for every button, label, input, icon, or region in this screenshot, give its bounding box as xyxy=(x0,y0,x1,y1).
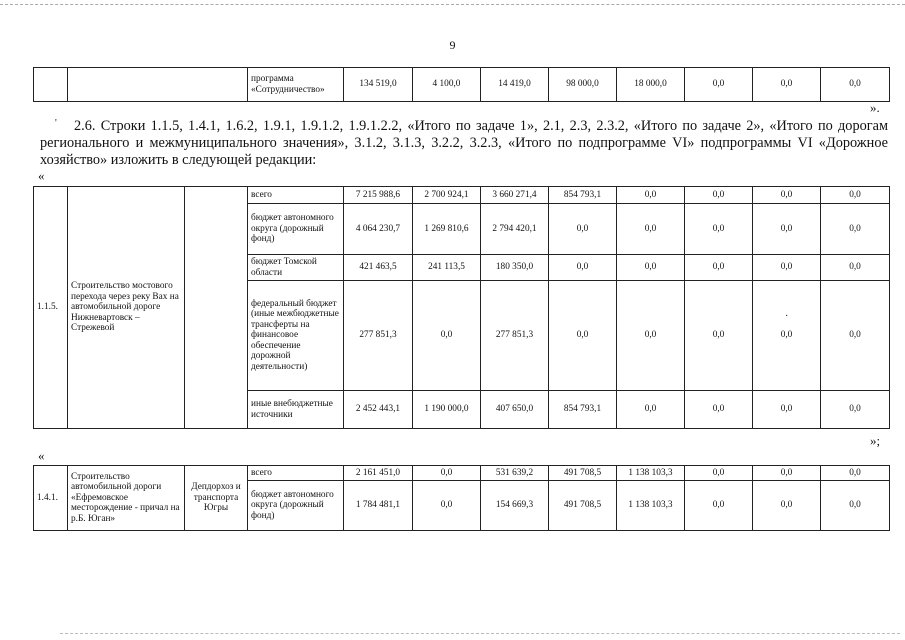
value-cell: 0,0 xyxy=(617,391,685,429)
value-cell: 854 793,1 xyxy=(549,391,617,429)
value-cell: 0,0 xyxy=(685,255,753,281)
value-cell: 0,0 xyxy=(685,391,753,429)
value-cell: 531 639,2 xyxy=(481,466,549,481)
source-cell: всего xyxy=(248,187,344,204)
value-cell: 2 452 443,1 xyxy=(344,391,413,429)
value-cell: 3 660 271,4 xyxy=(481,187,549,204)
value-cell: 4 100,0 xyxy=(413,68,481,102)
value-cell: 0,0 xyxy=(821,204,890,255)
value-cell: 0,0 xyxy=(617,281,685,391)
amendment-paragraph xyxy=(40,118,888,169)
value-cell: 0,0 xyxy=(413,281,481,391)
value-cell: 421 463,5 xyxy=(344,255,413,281)
value-cell: 0,0 xyxy=(685,281,753,391)
table-row xyxy=(34,68,890,102)
value-cell: 0,0 xyxy=(617,204,685,255)
value-cell: 0,0 xyxy=(753,466,821,481)
scan-mark: ' xyxy=(55,118,57,129)
program-cell: программа «Сотрудничество» xyxy=(248,68,344,102)
value-cell: 0,0 xyxy=(685,204,753,255)
value-cell: 154 669,3 xyxy=(481,481,549,531)
value-cell: 18 000,0 xyxy=(617,68,685,102)
value-cell: 4 064 230,7 xyxy=(344,204,413,255)
value-cell: 1 138 103,3 xyxy=(617,481,685,531)
continuation-table xyxy=(33,67,890,102)
scan-edge-bottom xyxy=(60,633,900,634)
value-cell: 407 650,0 xyxy=(481,391,549,429)
row-name: Строительство автомобильной дороги «Ефремовское месторождение - причал на р.Б. Юган» xyxy=(68,466,185,531)
value-cell: 134 519,0 xyxy=(344,68,413,102)
code-cell xyxy=(34,68,68,102)
value-cell: 14 419,0 xyxy=(481,68,549,102)
executor-cell: Депдорхоз и транспорта Югры xyxy=(185,466,248,531)
source-cell: всего xyxy=(248,466,344,481)
closing-quote: ». xyxy=(870,100,880,115)
value-cell: 0,0 xyxy=(685,187,753,204)
row-code: 1.1.5. xyxy=(34,187,68,429)
value-cell: 7 215 988,6 xyxy=(344,187,413,204)
table-row-1-1-5 xyxy=(33,186,890,429)
value-cell: 0,0 xyxy=(617,255,685,281)
scan-edge-top xyxy=(0,4,905,5)
page-number: 9 xyxy=(449,38,456,52)
value-cell: 0,0 xyxy=(549,204,617,255)
row-name: Строительство мостового перехода через реку Вах на автомобильной дороге Нижневартовск – Стрежевой xyxy=(68,187,185,429)
value-cell: 0,0 xyxy=(413,481,481,531)
value-cell: 0,0 xyxy=(617,187,685,204)
value-cell: 0,0 xyxy=(413,466,481,481)
opening-quote: « xyxy=(38,168,45,183)
value-cell: 0,0 xyxy=(821,255,890,281)
value-cell: 0,0 xyxy=(821,466,890,481)
name-cell xyxy=(68,68,248,102)
value-cell: 98 000,0 xyxy=(549,68,617,102)
value-cell: 0,0 xyxy=(821,68,890,102)
value-cell: 1 138 103,3 xyxy=(617,466,685,481)
value-cell: 0,0 xyxy=(685,466,753,481)
value-cell: 0,0 xyxy=(821,391,890,429)
value-cell: 0,0 xyxy=(753,204,821,255)
table-row xyxy=(34,466,890,481)
value-cell: 0,0 xyxy=(821,281,890,391)
value-cell: 0,0 xyxy=(821,187,890,204)
value-cell: 0,0 xyxy=(753,481,821,531)
value-cell: 0,0 xyxy=(753,68,821,102)
source-cell: бюджет автономного округа (дорожный фонд) xyxy=(248,204,344,255)
value-cell: 277 851,3 xyxy=(481,281,549,391)
value-cell: 491 708,5 xyxy=(549,481,617,531)
value-cell: 854 793,1 xyxy=(549,187,617,204)
value-cell: 241 113,5 xyxy=(413,255,481,281)
value-cell: 2 794 420,1 xyxy=(481,204,549,255)
table-row xyxy=(34,187,890,204)
value-cell: 0,0 xyxy=(753,281,821,391)
value-cell: 0,0 xyxy=(753,391,821,429)
value-cell: 0,0 xyxy=(549,255,617,281)
closing-quote: »; xyxy=(870,433,881,448)
value-cell: 277 851,3 xyxy=(344,281,413,391)
source-cell: федеральный бюджет (иные межбюджетные трансферты на финансовое обеспечение дорожной деятельности) xyxy=(248,281,344,391)
scan-speck: · xyxy=(785,311,789,322)
value-cell: 2 700 924,1 xyxy=(413,187,481,204)
source-cell: иные внебюджетные источники xyxy=(248,391,344,429)
opening-quote: « xyxy=(38,448,45,463)
value-cell: 180 350,0 xyxy=(481,255,549,281)
value-cell: 1 784 481,1 xyxy=(344,481,413,531)
value-cell: 0,0 xyxy=(821,481,890,531)
value-cell: 2 161 451,0 xyxy=(344,466,413,481)
value-cell: 491 708,5 xyxy=(549,466,617,481)
amendment-text: 2.6. Строки 1.1.5, 1.4.1, 1.6.2, 1.9.1, 1.9.1.2, 1.9.1.2.2, «Итого по задаче 1», 2.1, 2.3, 2.3.2, «Итого по задаче 2», «Итого по дорогам регионального и межмуниципального значения», 3.1.2, 3.1.3, 3.2.2, 3.2.3, «Итого по подпрограмме VI» подпрограммы VI «Дорожное хозяйство» изложить в следующей редакции: xyxy=(40,118,888,168)
value-cell: 1 190 000,0 xyxy=(413,391,481,429)
value-cell: 0,0 xyxy=(685,481,753,531)
value-cell: 0,0 xyxy=(549,281,617,391)
value-cell: 1 269 810,6 xyxy=(413,204,481,255)
source-cell: бюджет автономного округа (дорожный фонд) xyxy=(248,481,344,531)
row-code: 1.4.1. xyxy=(34,466,68,531)
executor-cell xyxy=(185,187,248,429)
value-cell: 0,0 xyxy=(685,68,753,102)
source-cell: бюджет Томской области xyxy=(248,255,344,281)
value-cell: 0,0 xyxy=(753,255,821,281)
value-cell: 0,0 xyxy=(753,187,821,204)
table-row-1-4-1 xyxy=(33,465,890,531)
